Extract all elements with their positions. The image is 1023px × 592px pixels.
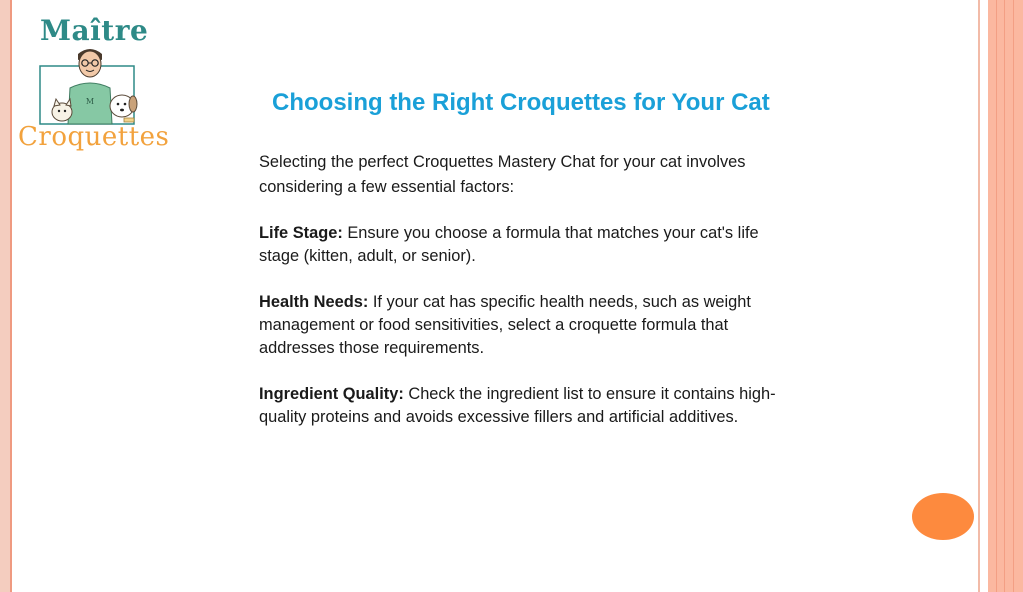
point-ingredient-quality <box>259 383 779 429</box>
logo-mascot-icon <box>38 44 138 126</box>
orange-dot-decoration <box>912 493 974 540</box>
point-label: Life Stage: <box>259 224 343 242</box>
point-label: Health Needs: <box>259 293 369 311</box>
point-label: Ingredient Quality: <box>259 385 404 403</box>
left-border-line <box>10 0 12 592</box>
logo-word-bottom: Croquettes <box>18 122 170 152</box>
panel-stripe <box>1004 0 1005 592</box>
right-decorative-panel <box>988 0 1023 592</box>
point-health-needs <box>259 291 779 360</box>
point-text: Check the ingredient list to ensure it contains high-quality proteins and avoids excessive fillers and artificial additives. <box>259 385 776 426</box>
point-text: Ensure you choose a formula that matches your cat's life stage (kitten, adult, or senior). <box>259 224 759 265</box>
point-text: If your cat has specific health needs, such as weight management or food sensitivities, select a croquette formula that addresses those requirements. <box>259 293 751 357</box>
panel-stripe <box>996 0 997 592</box>
slide-content <box>259 150 779 452</box>
slide-title: Choosing the Right Croquettes for Your Cat <box>272 89 770 116</box>
logo-word-top: Maître <box>40 14 149 47</box>
panel-stripe <box>1013 0 1014 592</box>
point-life-stage <box>259 222 779 268</box>
svg-text:M: M <box>85 97 95 106</box>
intro-paragraph: Selecting the perfect Croquettes Mastery Chat for your cat involves considering a few essential factors: <box>259 153 746 196</box>
brand-logo <box>18 14 170 159</box>
right-divider-line <box>978 0 980 592</box>
